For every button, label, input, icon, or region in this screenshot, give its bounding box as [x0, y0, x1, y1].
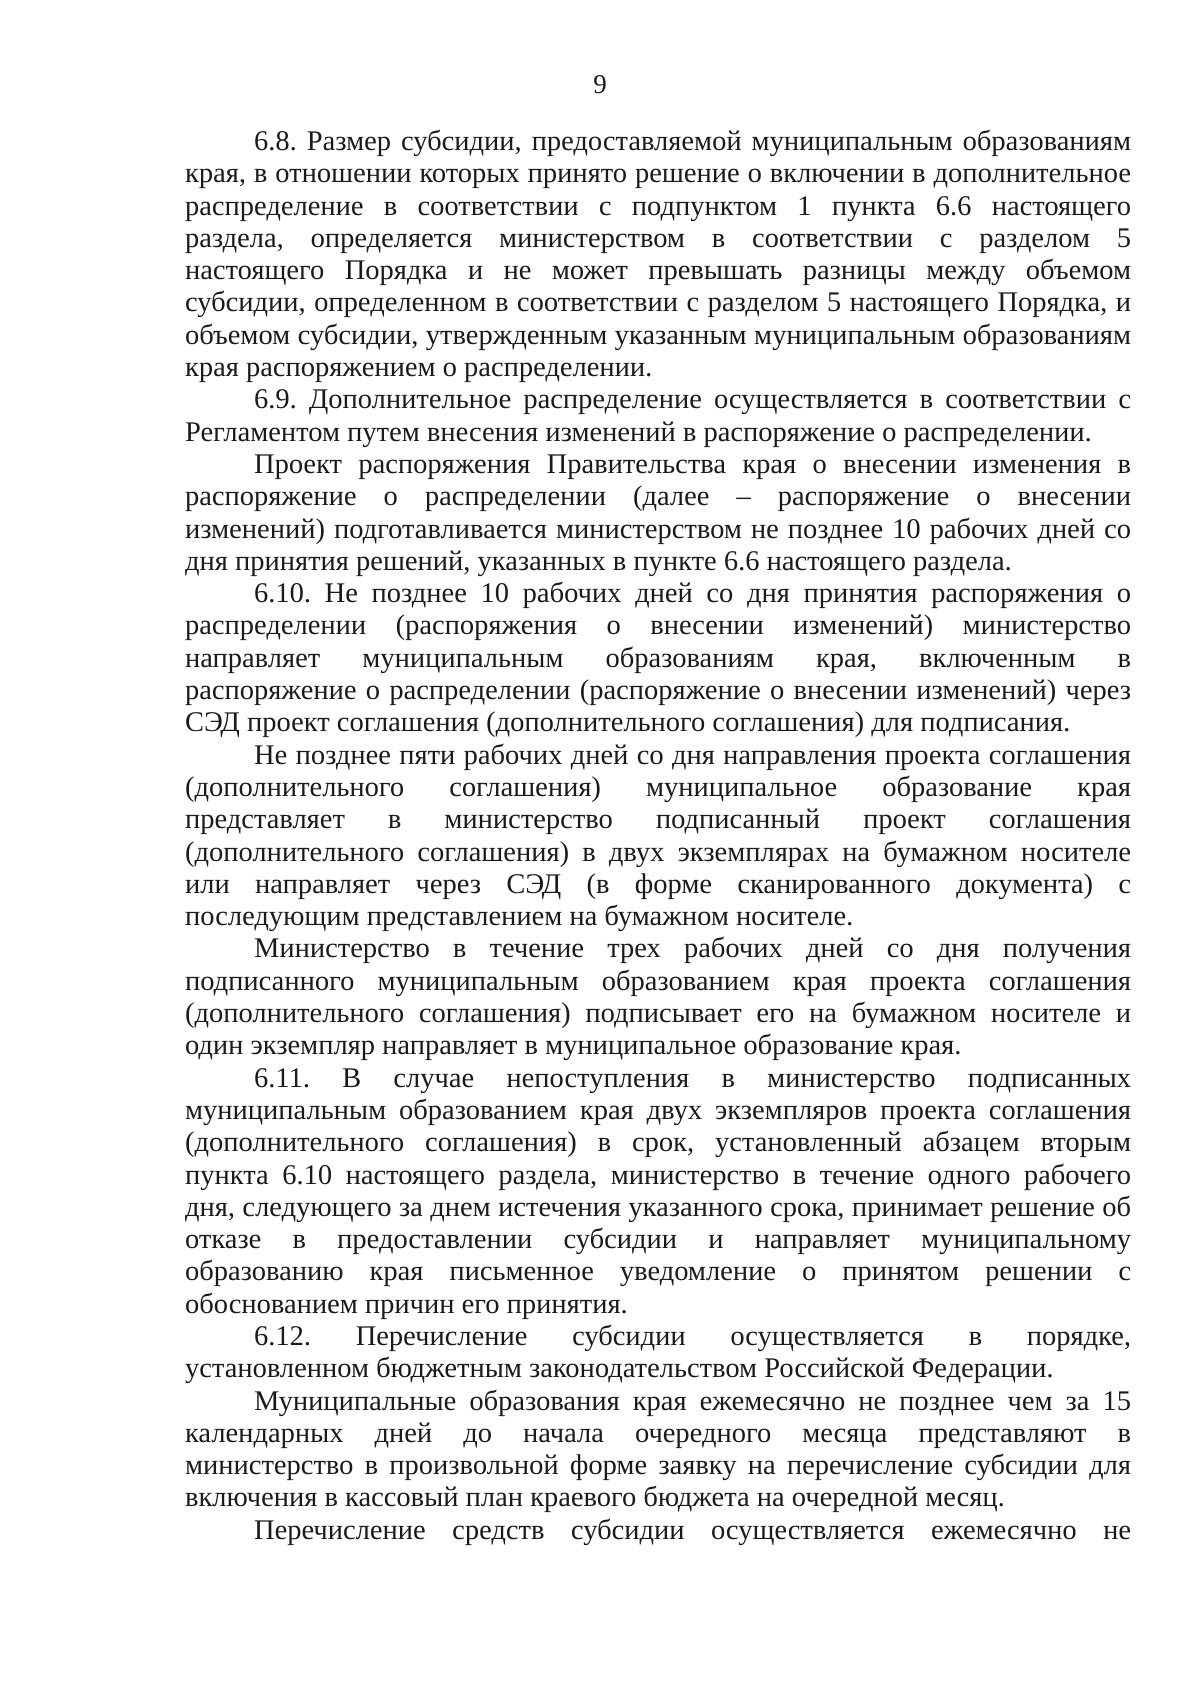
paragraph-6-12: 6.12. Перечисление субсидии осуществляется в порядке, установленном бюджетным законодательством Российской Федерации.: [185, 1320, 1131, 1385]
paragraph-monthly-request: Муниципальные образования края ежемесячно не позднее чем за 15 календарных дней до начала очередного месяца представляют в министерство в произвольной форме заявку на перечисление субсидии для включения в кассовый план краевого бюджета на очередной месяц.: [185, 1385, 1131, 1514]
paragraph-draft-order: Проект распоряжения Правительства края о внесении изменения в распоряжение о распределении (далее – распоряжение о внесении изменений) подготавливается министерством не позднее 10 рабочих дней со дня принятия решений, указанных в пункте 6.6 настоящего раздела.: [185, 448, 1131, 577]
paragraph-6-11: 6.11. В случае непоступления в министерство подписанных муниципальным образованием края двух экземпляров проекта соглашения (дополнительного соглашения) в срок, установленный абзацем вторым пункта 6.10 настоящего раздела, министерство в течение одного рабочего дня, следующего за днем истечения указанного срока, принимает решение об отказе в предоставлении субсидии и направляет муниципальному образованию края письменное уведомление о принятом решении с обоснованием причин его принятия.: [185, 1062, 1131, 1320]
paragraph-transfer-continued: Перечисление средств субсидии осуществляется ежемесячно не: [254, 1514, 1131, 1546]
paragraph-6-8: 6.8. Размер субсидии, предоставляемой муниципальным образованиям края, в отношении которых принято решение о включении в дополнительное распределение в соответствии с подпунктом 1 пункта 6.6 настоящего раздела, определяется министерством в соответствии с разделом 5 настоящего Порядка и не может превышать разницы между объемом субсидии, определенном в соответствии с разделом 5 настоящего Порядка, и объемом субсидии, утвержденным указанным муниципальным образованиям края распоряжением о распределении.: [185, 126, 1131, 384]
document-body: [185, 126, 1131, 1547]
paragraph-ministry-signing: Министерство в течение трех рабочих дней со дня получения подписанного муниципальным образованием края проекта соглашения (дополнительного соглашения) подписывает его на бумажном носителе и один экземпляр направляет в муниципальное образование края.: [185, 933, 1131, 1062]
paragraph-signing-deadline: Не позднее пяти рабочих дней со дня направления проекта соглашения (дополнительного соглашения) муниципальное образование края представляет в министерство подписанный проект соглашения (дополнительного соглашения) в двух экземплярах на бумажном носителе или направляет через СЭД (в форме сканированного документа) с последующим представлением на бумажном носителе.: [185, 739, 1131, 933]
paragraph-6-9: 6.9. Дополнительное распределение осуществляется в соответствии с Регламентом путем внесения изменений в распоряжение о распределении.: [185, 384, 1131, 448]
paragraph-6-10: 6.10. Не позднее 10 рабочих дней со дня принятия распоряжения о распределении (распоряжения о внесении изменений) министерство направляет муниципальным образованиям края, включенным в распоряжение о распределении (распоряжение о внесении изменений) через СЭД проект соглашения (дополнительного соглашения) для подписания.: [185, 578, 1131, 739]
page-number: 9: [593, 69, 607, 99]
